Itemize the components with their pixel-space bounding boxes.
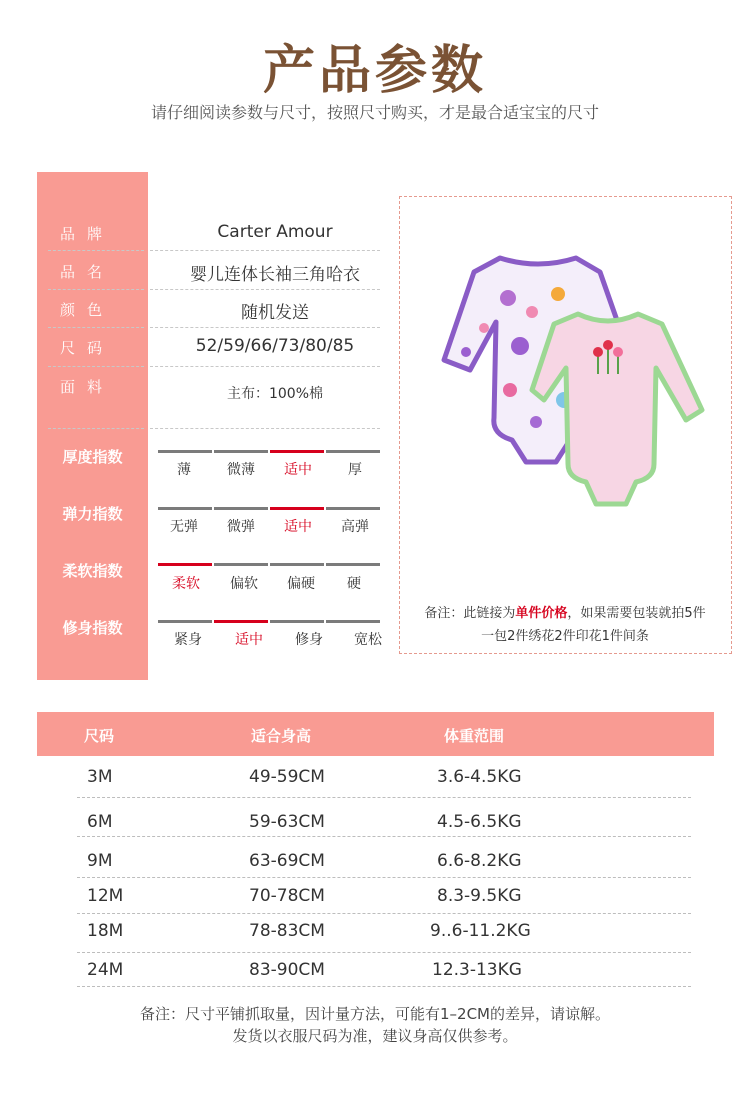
index-option: 紧身 [174, 632, 202, 648]
size-cell: 3M [87, 767, 113, 787]
index-bar [214, 450, 268, 453]
index-label-thickness: 厚度指数 [62, 448, 123, 466]
size-cell: 18M [87, 921, 124, 941]
param-label-size: 尺码 [60, 339, 115, 357]
product-note-line2: 一包2件绣花2件印花1件间条 [481, 629, 649, 644]
index-bar [270, 563, 324, 566]
index-option: 宽松 [354, 632, 382, 648]
param-divider [150, 327, 380, 328]
weight-cell: 6.6-8.2KG [437, 851, 522, 871]
size-cell: 24M [87, 960, 124, 980]
footer-note-line2: 发货以衣服尺码为准，建议身高仅供参考。 [232, 1027, 518, 1045]
index-label-softness: 柔软指数 [62, 562, 123, 580]
height-cell: 63-69CM [249, 851, 325, 871]
param-divider [150, 428, 380, 429]
index-bar-selected [214, 620, 268, 623]
param-value-size: 52/59/66/73/80/85 [195, 336, 355, 356]
product-note-line1 [400, 602, 730, 621]
note-prefix: 备注：此链接为 [424, 606, 516, 621]
index-bar [270, 620, 324, 623]
row-divider [77, 797, 691, 798]
weight-cell: 9..6-11.2KG [430, 921, 531, 941]
height-cell: 70-78CM [249, 886, 325, 906]
index-bar [158, 620, 212, 623]
param-value-fabric: 主布：100%棉 [226, 386, 324, 402]
row-divider [77, 836, 691, 837]
index-option-selected: 适中 [284, 519, 312, 535]
row-divider [77, 913, 691, 914]
index-option: 薄 [177, 462, 191, 478]
note-suffix: ，如果需要包装就拍5件 [567, 606, 706, 621]
page-subtitle: 请仔细阅读参数与尺寸，按照尺寸购买，才是最合适宝宝的尺寸 [150, 103, 599, 122]
weight-cell: 3.6-4.5KG [437, 767, 522, 787]
index-bar [158, 507, 212, 510]
param-label-color: 颜色 [60, 301, 115, 319]
index-label-fit: 修身指数 [62, 619, 123, 637]
index-option: 偏软 [230, 576, 258, 592]
index-option-selected: 适中 [235, 632, 263, 648]
param-divider [48, 327, 144, 328]
height-cell: 78-83CM [249, 921, 325, 941]
param-label-fabric: 面料 [60, 378, 115, 396]
param-divider [150, 366, 380, 367]
index-bar [158, 450, 212, 453]
param-divider [48, 366, 144, 367]
weight-cell: 4.5-6.5KG [437, 812, 522, 832]
product-photo [440, 250, 712, 520]
weight-cell: 8.3-9.5KG [437, 886, 522, 906]
index-option: 修身 [295, 632, 323, 648]
index-bar [326, 620, 380, 623]
size-header-size: 尺码 [84, 727, 115, 745]
index-label-elasticity: 弹力指数 [62, 505, 123, 523]
param-divider [48, 250, 144, 251]
index-bar [214, 563, 268, 566]
size-table-header [37, 712, 714, 756]
index-bar [326, 450, 380, 453]
index-bar [214, 507, 268, 510]
row-divider [77, 877, 691, 878]
index-option: 微弹 [227, 519, 255, 535]
param-label-product-name: 品名 [60, 263, 115, 281]
index-option: 厚 [348, 462, 362, 478]
size-cell: 12M [87, 886, 124, 906]
param-divider [48, 289, 144, 290]
index-bar-selected [158, 563, 212, 566]
page-title: 产品参数 [262, 41, 487, 101]
index-option: 高弹 [341, 519, 369, 535]
height-cell: 83-90CM [249, 960, 325, 980]
index-option-selected: 柔软 [172, 576, 200, 592]
height-cell: 49-59CM [249, 767, 325, 787]
index-option: 偏硬 [287, 576, 315, 592]
height-cell: 59-63CM [249, 812, 325, 832]
index-option: 微薄 [227, 462, 255, 478]
params-label-column [37, 172, 148, 680]
index-option-selected: 适中 [284, 462, 312, 478]
param-divider [150, 250, 380, 251]
param-value-brand: Carter Amour [217, 222, 333, 242]
index-bar [326, 563, 380, 566]
param-value-color: 随机发送 [241, 303, 309, 323]
size-header-weight: 体重范围 [444, 727, 505, 745]
weight-cell: 12.3-13KG [432, 960, 522, 980]
row-divider [77, 986, 691, 987]
note-highlight: 单件价格 [515, 606, 568, 621]
param-label-brand: 品牌 [60, 225, 115, 243]
size-cell: 9M [87, 851, 113, 871]
index-bar [326, 507, 380, 510]
size-cell: 6M [87, 812, 113, 832]
footer-note-line1: 备注：尺寸平铺抓取量，因计量方法，可能有1–2CM的差异，请谅解。 [139, 1005, 610, 1023]
index-option: 无弹 [170, 519, 198, 535]
param-value-product-name: 婴儿连体长袖三角哈衣 [190, 265, 360, 285]
index-bar-selected [270, 507, 324, 510]
index-option: 硬 [347, 576, 361, 592]
size-header-height: 适合身高 [251, 727, 312, 745]
param-divider [150, 289, 380, 290]
index-bar-selected [270, 450, 324, 453]
param-divider [48, 428, 144, 429]
row-divider [77, 952, 691, 953]
